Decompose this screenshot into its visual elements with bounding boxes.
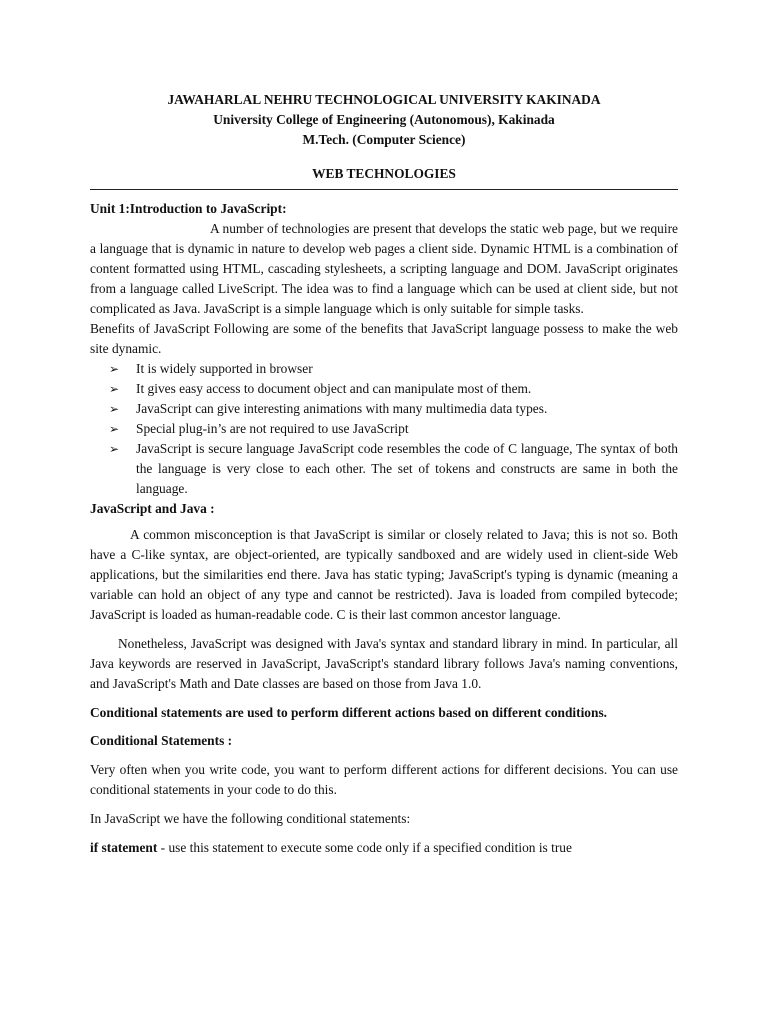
list-item-text: JavaScript is secure language JavaScript code resembles the code of C language, The syntax of both the language is very close to each other. The set of tokens and constructs are same in both the language. [136,441,678,496]
header-divider [90,189,678,190]
arrow-bullet-icon: ➢ [109,382,120,396]
list-item [109,399,678,419]
text-column [90,90,678,858]
list-item [109,379,678,399]
intro-paragraph: A number of technologies are present that develops the static web page, but we require a language that is dynamic in nature to develop web pages a client side. Dynamic HTML is a combination of content formatted using HTML, cascading stylesheets, a scripting language and DOM. JavaScript originates from a language called LiveScript. The idea was to find a language which can be used at client side, but not complicated as Java. JavaScript is a simple language which is only suitable for simple tasks. [90,221,678,316]
js-java-paragraph-2: Nonetheless, JavaScript was designed with Java's syntax and standard library in mind. In particular, all Java keywords are reserved in JavaScript, JavaScript's standard library follows Java's naming conventions, and JavaScript's Math and Date classes are based on those from Java 1.0. [90,636,678,691]
university-name: JAWAHARLAL NEHRU TECHNOLOGICAL UNIVERSITY KAKINADA [167,92,601,107]
list-item [109,359,678,379]
subject-title: WEB TECHNOLOGIES [312,166,456,181]
if-statement-term: if statement [90,840,158,855]
conditional-heading: Conditional Statements : [90,733,233,748]
college-name: University College of Engineering (Autonomous), Kakinada [213,112,555,127]
js-java-paragraph-1: A common misconception is that JavaScript is similar or closely related to Java; this is not so. Both have a C-like syntax, are object-oriented, are typically sandboxed and are widely used in client-side Web applications, but the similarities end there. Java has static typing; JavaScript's typing is dynamic (meaning a variable can hold an object of any type and cannot be restricted). Java is loaded from compiled bytecode; JavaScript is loaded as human-readable code. C is their last common ancestor language. [90,527,678,622]
arrow-bullet-icon: ➢ [109,442,120,456]
list-item [109,439,678,499]
unit-title: Unit 1:Introduction to JavaScript: [90,201,287,216]
list-item-text: It gives easy access to document object and can manipulate most of them. [136,381,532,396]
conditional-paragraph-2: In JavaScript we have the following conditional statements: [90,811,411,826]
arrow-bullet-icon: ➢ [109,422,120,436]
arrow-bullet-icon: ➢ [109,402,120,416]
list-item-text: It is widely supported in browser [136,361,313,376]
benefits-list [90,359,678,499]
js-java-heading: JavaScript and Java : [90,501,215,516]
if-statement-line [90,838,678,858]
conditional-paragraph-1: Very often when you write code, you want to perform different actions for different decisions. You can use conditional statements in your code to do this. [90,762,678,797]
list-item-text: Special plug-in’s are not required to use JavaScript [136,421,409,436]
list-item-text: JavaScript can give interesting animations with many multimedia data types. [136,401,548,416]
list-item [109,419,678,439]
conditional-summary: Conditional statements are used to perform different actions based on different conditions. [90,705,608,720]
arrow-bullet-icon: ➢ [109,362,120,376]
benefits-intro: Benefits of JavaScript Following are some of the benefits that JavaScript language possess to make the web site dynamic. [90,321,678,356]
course-name: M.Tech. (Computer Science) [302,132,466,147]
if-statement-description: - use this statement to execute some code only if a specified condition is true [157,840,572,855]
